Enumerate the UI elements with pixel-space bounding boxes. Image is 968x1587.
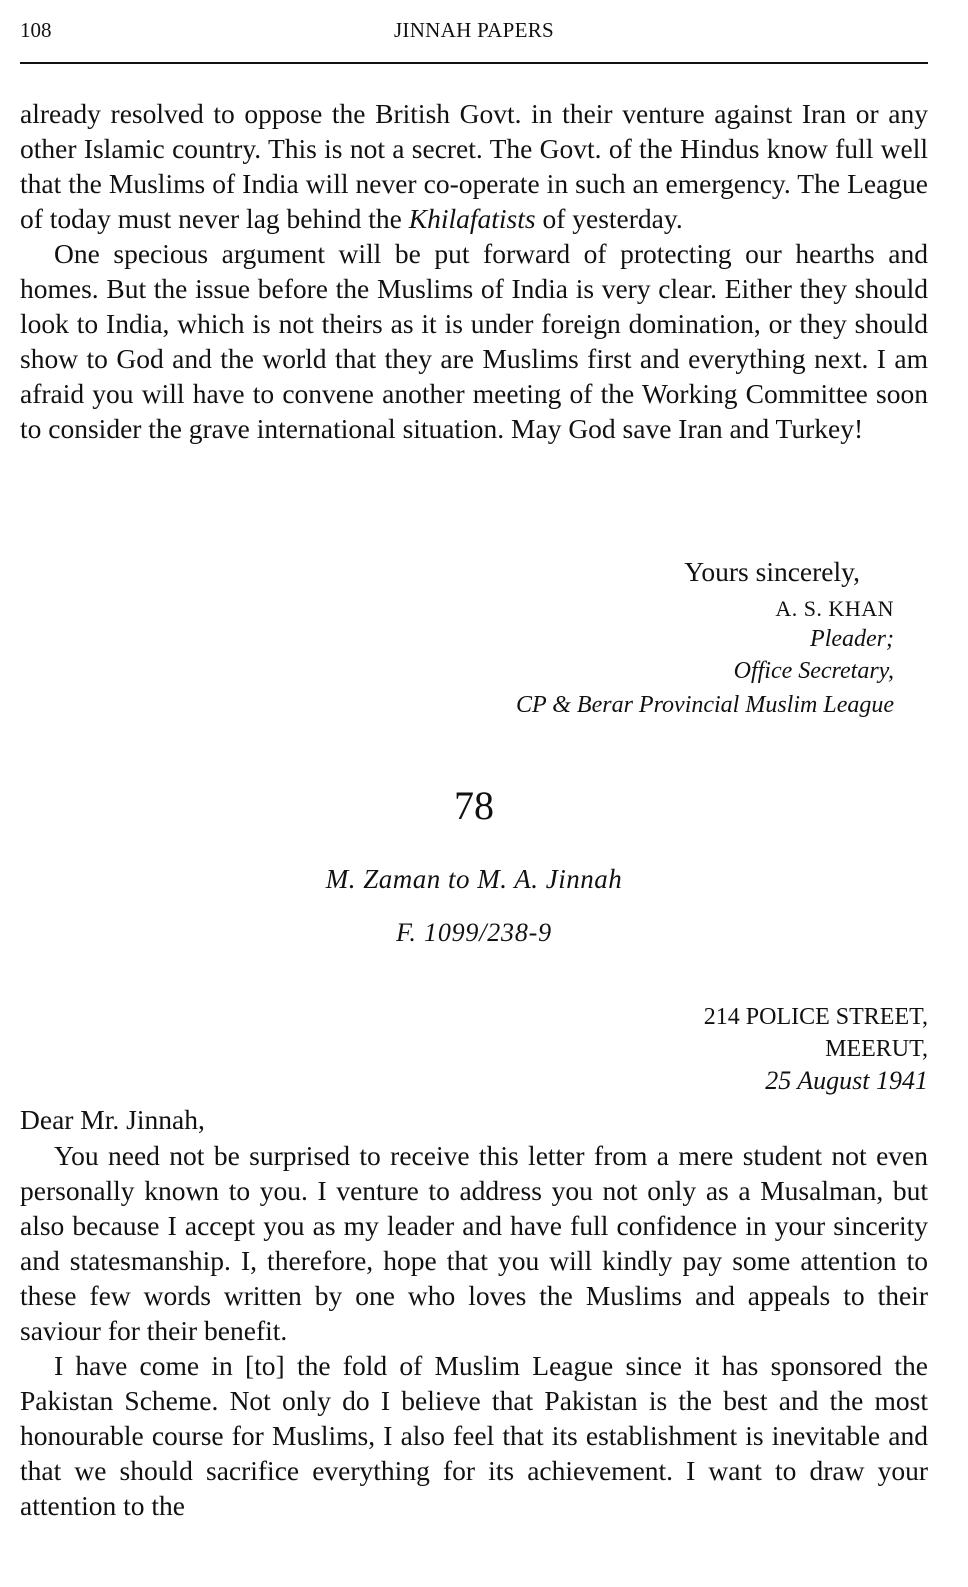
document-reference: F. 1099/238-9 [396, 918, 552, 947]
signatory-role-pleader: Pleader; [810, 626, 894, 652]
document-title: M. Zaman to M. A. Jinnah [325, 864, 623, 894]
letter-78-paragraph-1: You need not be surprised to receive this letter from a mere student not even personally known to you. I venture to address you not only as a Musalman, but also because I accept you as my leader and have full confidence in your sincerity and statesmanship. I, therefore, hope that you will kindly pay some attention to these few words written by one who loves the Muslims and appeals to their saviour for their benefit. [20, 1140, 928, 1346]
paragraph-text: already resolved to oppose the British Govt. in their venture against Iran or any other Islamic country. This is not a secret. The Govt. of the Hindus know full well that the Muslims of India will never co-operate in such an emergency. The League of today must never lag behind the [20, 98, 928, 234]
letter-77-paragraph-1 [20, 96, 928, 236]
running-head: JINNAH PAPERS [393, 18, 555, 42]
letter-77-body [20, 96, 928, 446]
page-header [20, 18, 928, 48]
letter-77-paragraph-2: One specious argument will be put forward of protecting our hearths and homes. But the issue before the Muslims of India is very clear. Either they should look to India, which is not theirs as it is under foreign domination, or they should show to God and the world that they are Muslims first and everything next. I am afraid you will have to convene another meeting of the Working Committee soon to consider the grave international situation. May God save Iran and Turkey! [20, 238, 928, 444]
paragraph-tail: of yesterday. [535, 203, 683, 234]
italic-term: Khilafatists [408, 203, 536, 234]
letter-78-paragraph-2: I have come in [to] the fold of Muslim League since it has sponsored the Pakistan Scheme. Not only do I believe that Pakistan is the best and the most honourable course for Muslims, I also feel that its establishment is inevitable and that we should sacrifice everything for its achievement. I want to draw your attention to the [20, 1350, 928, 1521]
letter-78-body [20, 1138, 928, 1523]
header-rule [20, 62, 928, 64]
signatory-role-secretary: Office Secretary, [733, 658, 894, 684]
closing: Yours sincerely, [684, 556, 860, 587]
signatory-organization: CP & Berar Provincial Muslim League [516, 692, 894, 718]
signatory-name: A. S. KHAN [775, 596, 894, 621]
salutation: Dear Mr. Jinnah, [20, 1104, 205, 1135]
document-number: 78 [454, 783, 494, 828]
address-city: MEERUT, [825, 1036, 928, 1062]
address-street: 214 POLICE STREET, [703, 1004, 928, 1030]
letter-date: 25 August 1941 [765, 1066, 928, 1095]
page-number: 108 [20, 18, 52, 42]
